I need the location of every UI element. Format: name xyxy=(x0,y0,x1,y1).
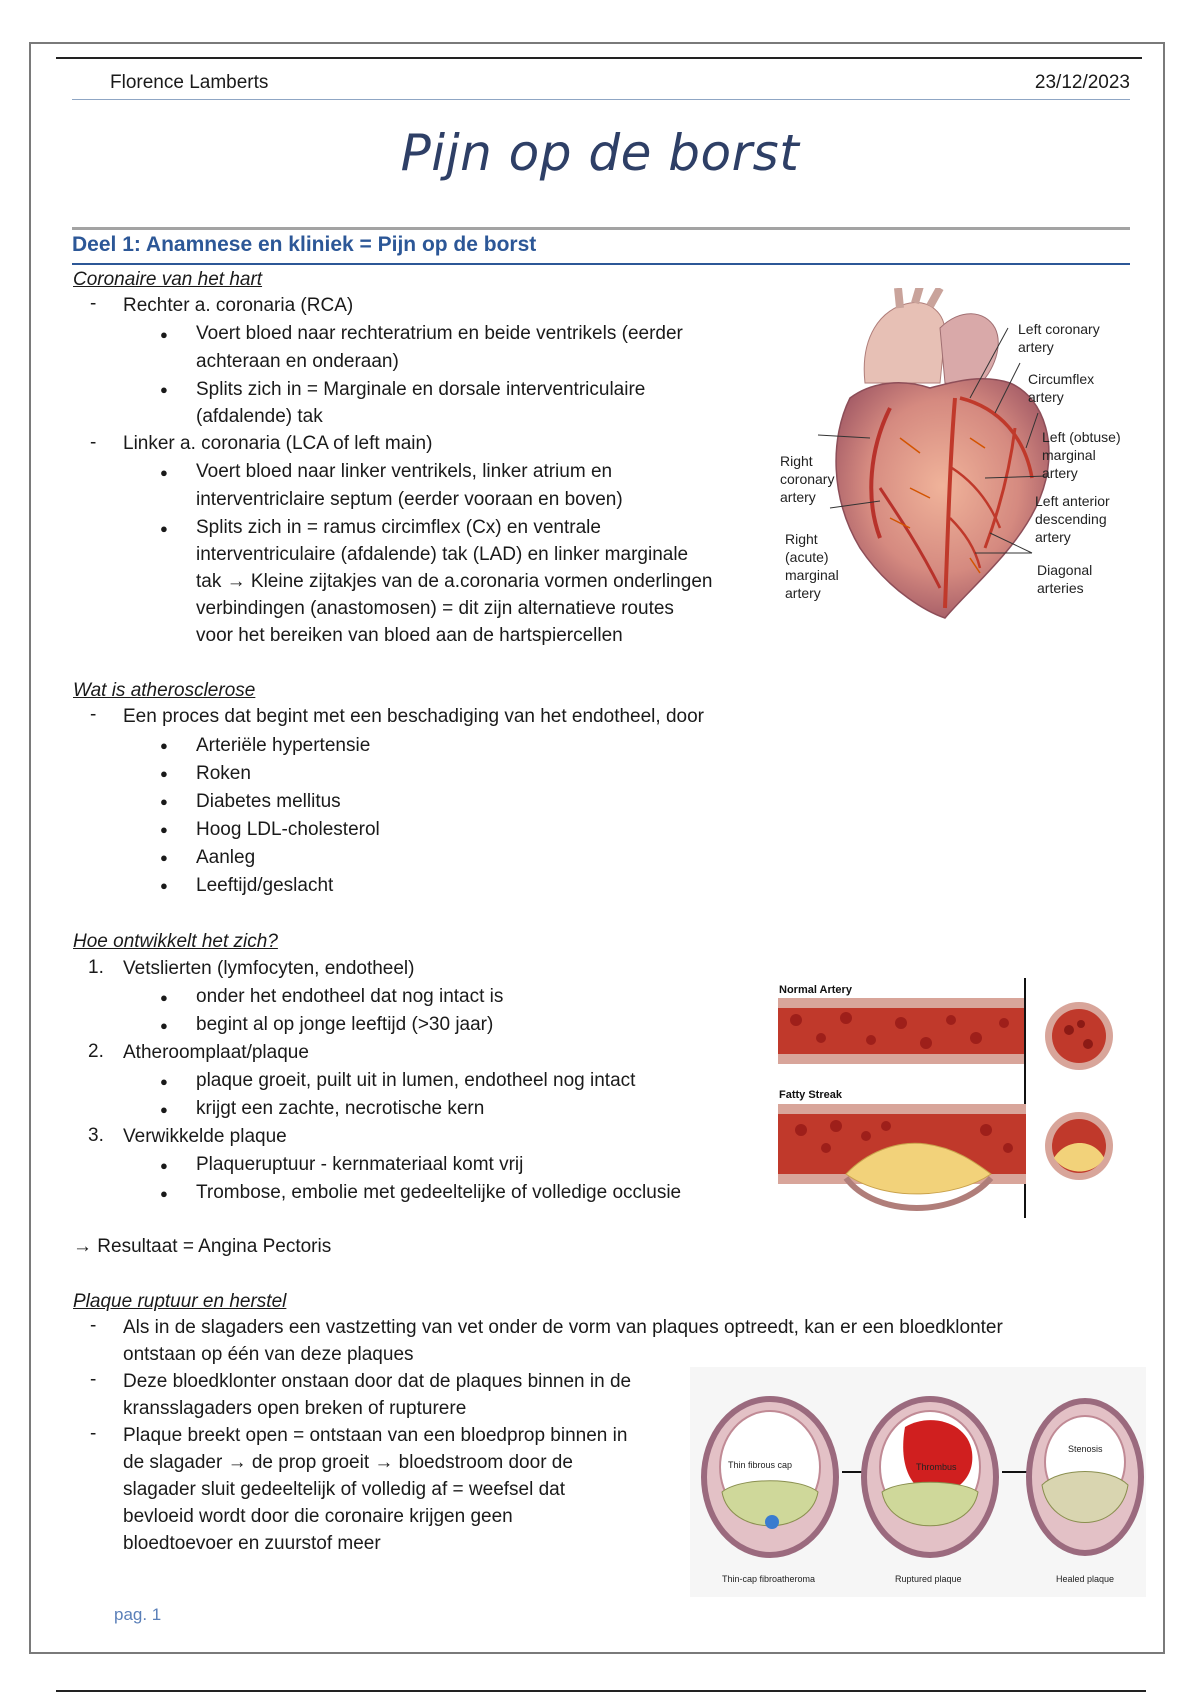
label-diagonal-2: arteries xyxy=(1037,580,1084,596)
label-obtuse-marginal-2: marginal xyxy=(1042,447,1096,463)
bullet: ● xyxy=(160,738,168,753)
heart-body xyxy=(836,379,1049,618)
label-circumflex-2: artery xyxy=(1028,389,1064,405)
dash-marker: - xyxy=(90,1423,97,1444)
bullet: ● xyxy=(160,794,168,809)
dash-marker: - xyxy=(90,1315,97,1336)
ruptuur-p2a: Deze bloedklonter onstaan door dat de plaques binnen in de xyxy=(123,1371,632,1392)
normal-cross-lumen xyxy=(1052,1009,1106,1063)
rca-item: Rechter a. coronaria (RCA) xyxy=(123,295,354,316)
rca-bullet-1a: Voert bloed naar rechteratrium en beide ventrikels (eerder xyxy=(196,323,683,344)
lca-bullet-1b: interventriclaire septum (eerder vooraan en boven) xyxy=(196,489,623,510)
label-right-coronary: Right xyxy=(780,453,813,469)
bullet: ● xyxy=(160,521,168,536)
label-stenosis: Stenosis xyxy=(1068,1444,1103,1454)
risk-factor: Leeftijd/geslacht xyxy=(196,875,334,896)
rca-bullet-1b: achteraan en onderaan) xyxy=(196,351,399,372)
header-author: Florence Lamberts xyxy=(110,72,269,93)
label-right-marginal-4: artery xyxy=(785,585,821,601)
ruptuur-p1b: ontstaan op één van deze plaques xyxy=(123,1344,414,1365)
step-2-bullet-1: plaque groeit, puilt uit in lumen, endotheel nog intact xyxy=(196,1070,636,1091)
heart-coronary-figure xyxy=(770,288,1140,633)
ruptuur-p3c: slagader sluit gedeeltelijk of volledig af = weefsel dat xyxy=(123,1479,566,1500)
bullet: ● xyxy=(160,822,168,837)
vessel-healed xyxy=(1029,1401,1141,1553)
risk-factor: Aanleg xyxy=(196,847,256,868)
label-left-coronary-2: artery xyxy=(1018,339,1054,355)
vessel-thin-cap xyxy=(704,1399,836,1555)
step-3-bullet-1: Plaqueruptuur - kernmateriaal komt vrij xyxy=(196,1154,524,1175)
section-divider-bottom xyxy=(72,263,1130,265)
step-number: 3. xyxy=(88,1125,104,1146)
bullet: ● xyxy=(160,1186,168,1201)
label-obtuse-marginal: Left (obtuse) xyxy=(1042,429,1121,445)
lca-bullet-2e: voor het bereiken van bloed aan de hartspiercellen xyxy=(196,625,623,646)
ruptuur-p3a: Plaque breekt open = ontstaan van een bloedprop binnen in xyxy=(123,1425,628,1446)
result-line: → Resultaat = Angina Pectoris xyxy=(73,1236,332,1257)
label-lad-2: descending xyxy=(1035,511,1107,527)
label-obtuse-marginal-3: artery xyxy=(1042,465,1078,481)
subheading-atherosclerose: Wat is atherosclerose xyxy=(73,680,256,701)
label-normal-artery: Normal Artery xyxy=(779,984,852,996)
caption-thin-cap: Thin-cap fibroatheroma xyxy=(722,1574,816,1584)
page-number: pag. 1 xyxy=(114,1605,162,1624)
label-right-marginal-2: (acute) xyxy=(785,549,829,565)
lca-bullet-2c: tak → Kleine zijtakjes van de a.coronaria vormen onderlingen xyxy=(196,571,713,592)
label-diagonal: Diagonal xyxy=(1037,562,1093,578)
bullet: ● xyxy=(160,990,168,1005)
step-2-bullet-2: krijgt een zachte, necrotische kern xyxy=(196,1098,485,1119)
step-1: Vetslierten (lymfocyten, endotheel) xyxy=(123,958,415,979)
risk-factor: Arteriële hypertensie xyxy=(196,735,371,756)
artery-figure xyxy=(776,978,1122,1218)
bullet: ● xyxy=(160,766,168,781)
normal-wall-bottom xyxy=(778,1054,1026,1064)
athero-intro: Een proces dat begint met een beschadiging van het endotheel, door xyxy=(123,706,704,727)
bullet: ● xyxy=(160,382,168,397)
step-number: 2. xyxy=(88,1041,104,1062)
normal-lumen xyxy=(778,1008,1026,1054)
ruptuur-p2b: kransslagaders open breken of rupturere xyxy=(123,1398,467,1419)
lca-item: Linker a. coronaria (LCA of left main) xyxy=(123,433,433,454)
step-3: Verwikkelde plaque xyxy=(123,1126,287,1147)
dash-marker: - xyxy=(90,432,97,453)
lca-bullet-2a: Splits zich in = ramus circimflex (Cx) en ventrale xyxy=(196,517,601,538)
rca-bullet-2b: (afdalende) tak xyxy=(196,406,323,427)
label-lad-3: artery xyxy=(1035,529,1071,545)
label-thrombus: Thrombus xyxy=(916,1462,957,1472)
bottom-rule xyxy=(56,1690,1146,1692)
label-circumflex: Circumflex xyxy=(1028,371,1095,387)
label-lad: Left anterior xyxy=(1035,493,1110,509)
subheading-ruptuur: Plaque ruptuur en herstel xyxy=(73,1291,287,1312)
lca-bullet-2d: verbindingen (anastomosen) = dit zijn alternatieve routes xyxy=(196,598,674,619)
bullet: ● xyxy=(160,1018,168,1033)
section-divider-top xyxy=(72,227,1130,230)
label-left-coronary: Left coronary xyxy=(1018,321,1100,337)
dash-marker: - xyxy=(90,293,97,314)
step-3-bullet-2: Trombose, embolie met gedeeltelijke of volledige occlusie xyxy=(196,1182,682,1203)
page-title: Pijn op de borst xyxy=(400,124,800,182)
pulmonary-shape xyxy=(940,314,998,388)
label-right-coronary-2: coronary xyxy=(780,471,835,487)
rca-bullet-2a: Splits zich in = Marginale en dorsale interventriculaire xyxy=(196,379,646,400)
bullet: ● xyxy=(160,850,168,865)
risk-factor: Roken xyxy=(196,763,251,784)
header-divider xyxy=(72,99,1130,100)
label-right-marginal-3: marginal xyxy=(785,567,839,583)
fatty-wall-top xyxy=(778,1104,1026,1114)
aorta-shape xyxy=(864,303,945,383)
header-date: 23/12/2023 xyxy=(1034,72,1130,93)
vessel-ruptured xyxy=(864,1399,996,1555)
step-number: 1. xyxy=(88,957,104,978)
label-fatty-streak: Fatty Streak xyxy=(779,1089,842,1101)
step-1-bullet-2: begint al op jonge leeftijd (>30 jaar) xyxy=(196,1014,494,1035)
lca-bullet-1a: Voert bloed naar linker ventrikels, linker atrium en xyxy=(196,461,613,482)
ruptuur-p1a: Als in de slagaders een vastzetting van vet onder de vorm van plaques optreedt, kan er een bloedklonter xyxy=(123,1317,1003,1338)
ruptuur-p3d: bevloeid wordt door die coronaire krijgen geen xyxy=(123,1506,513,1527)
label-thin-fibrous-cap: Thin fibrous cap xyxy=(728,1460,793,1470)
step-2: Atheroomplaat/plaque xyxy=(123,1042,309,1063)
risk-factor: Hoog LDL-cholesterol xyxy=(196,819,380,840)
bullet: ● xyxy=(160,878,168,893)
bullet: ● xyxy=(160,465,168,480)
caption-healed: Healed plaque xyxy=(1056,1574,1115,1584)
risk-factor: Diabetes mellitus xyxy=(196,791,341,812)
bullet: ● xyxy=(160,1074,168,1089)
lca-bullet-2b: interventriculaire (afdalende) tak (LAD) en linker marginale xyxy=(196,544,689,565)
normal-wall-top xyxy=(778,998,1026,1008)
top-rule xyxy=(56,57,1142,59)
bullet: ● xyxy=(160,1102,168,1117)
label-right-coronary-3: artery xyxy=(780,489,816,505)
label-right-marginal: Right xyxy=(785,531,818,547)
step-1-bullet-1: onder het endotheel dat nog intact is xyxy=(196,986,504,1007)
subheading-coronaire: Coronaire van het hart xyxy=(73,269,263,290)
bullet: ● xyxy=(160,327,168,342)
caption-ruptured: Ruptured plaque xyxy=(895,1574,962,1584)
dash-marker: - xyxy=(90,704,97,725)
section-heading: Deel 1: Anamnese en kliniek = Pijn op de borst xyxy=(72,233,537,256)
plaque-rupture-figure xyxy=(690,1367,1146,1597)
ruptuur-p3b: de slagader → de prop groeit → bloedstroom door de xyxy=(123,1452,573,1473)
subheading-ontwikkeling: Hoe ontwikkelt het zich? xyxy=(73,931,278,952)
bullet: ● xyxy=(160,1158,168,1173)
ruptuur-p3e: bloedtoevoer en zuurstof meer xyxy=(123,1533,381,1554)
dash-marker: - xyxy=(90,1369,97,1390)
